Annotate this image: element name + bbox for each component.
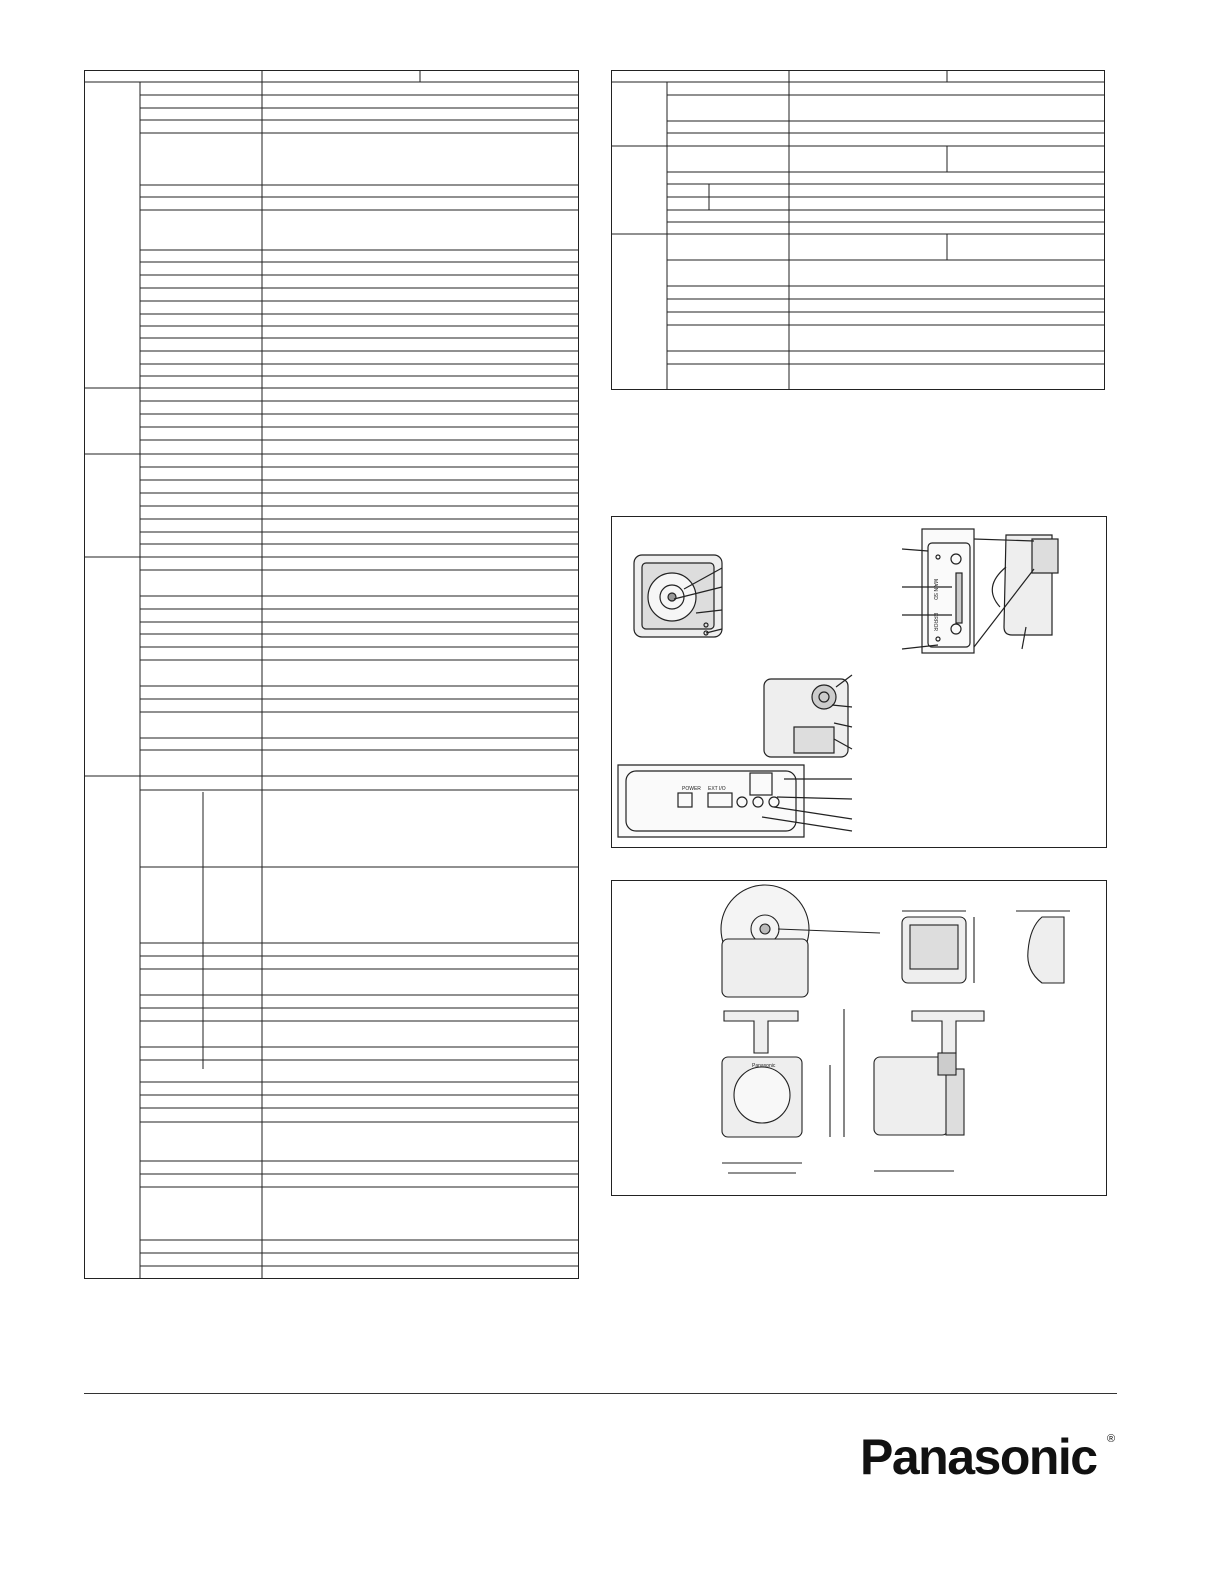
ext-io-label: EXT I/O	[708, 786, 726, 792]
power-label: POWER	[682, 786, 701, 792]
registered-mark: ®	[1107, 1433, 1116, 1445]
left-spec-table	[84, 70, 580, 1282]
panasonic-logo: Panasonic	[860, 1429, 1097, 1485]
sd-slot-label: MAIN SD	[932, 579, 938, 600]
footer-rule	[84, 1393, 1117, 1394]
parts-illustration-panel	[611, 516, 1107, 848]
camera-parts-drawing	[612, 517, 1108, 849]
camera-brand-mark: Panasonic	[752, 1063, 776, 1069]
right-spec-table	[611, 70, 1107, 392]
camera-dimensions-drawing	[612, 881, 1108, 1197]
error-label: ERROR	[932, 613, 938, 632]
dimensions-illustration-panel	[611, 880, 1107, 1196]
